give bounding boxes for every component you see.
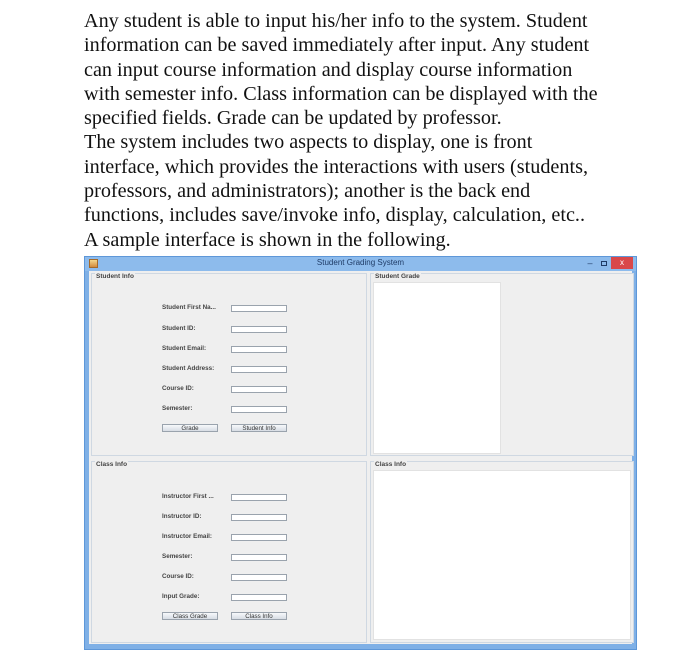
description-line: functions, includes save/invoke info, display, calculation, etc.. <box>84 204 586 227</box>
description-line: The system includes two aspects to display, one is front <box>84 131 533 154</box>
instructor-first-name-label: Instructor First ... <box>162 493 214 500</box>
instructor-first-name-row <box>92 492 368 502</box>
app-window <box>84 256 637 650</box>
class-info-title: Class Info <box>96 461 128 468</box>
student-email-row <box>92 344 368 354</box>
minimize-button[interactable]: – <box>587 258 593 268</box>
input-grade-label: Input Grade: <box>162 593 200 600</box>
student-grade-display[interactable] <box>373 282 501 454</box>
description-line: A sample interface is shown in the following. <box>84 228 451 251</box>
instructor-email-label: Instructor Email: <box>162 533 213 540</box>
student-email-label: Student Email: <box>162 345 207 352</box>
student-id-input[interactable] <box>231 326 287 333</box>
class-semester-input[interactable] <box>231 554 287 561</box>
student-address-input[interactable] <box>231 366 287 373</box>
description-line: interface, which provides the interactions with users (students, <box>84 155 588 178</box>
student-id-row <box>92 324 368 334</box>
semester-label: Semester: <box>162 405 193 412</box>
class-info-display[interactable] <box>373 470 631 640</box>
instructor-id-input[interactable] <box>231 514 287 521</box>
student-address-row <box>92 364 368 374</box>
input-grade-row <box>92 592 368 602</box>
class-info-button[interactable]: Class Info <box>231 612 287 620</box>
grade-button[interactable]: Grade <box>162 424 218 432</box>
student-first-name-input[interactable] <box>231 305 287 312</box>
class-semester-row <box>92 552 368 562</box>
course-id-input[interactable] <box>231 386 287 393</box>
semester-input[interactable] <box>231 406 287 413</box>
course-id-row <box>92 384 368 394</box>
close-button[interactable]: x <box>611 257 633 269</box>
window-content <box>89 271 632 644</box>
description-line: can input course information and display course information <box>84 58 573 81</box>
student-id-label: Student ID: <box>162 325 196 332</box>
assignment-description <box>84 9 644 252</box>
description-line: Any student is able to input his/her info to the system. Student <box>84 10 588 32</box>
student-info-button[interactable]: Student Info <box>231 424 287 432</box>
student-grade-title: Student Grade <box>375 273 420 280</box>
student-grade-panel <box>370 273 634 456</box>
description-line: professors, and administrators); another is the back end <box>84 180 531 203</box>
description-line: with semester info. Class information can be displayed with the <box>84 82 598 105</box>
class-semester-label: Semester: <box>162 553 193 560</box>
student-address-label: Student Address: <box>162 365 215 372</box>
instructor-id-label: Instructor ID: <box>162 513 202 520</box>
input-grade-input[interactable] <box>231 594 287 601</box>
instructor-first-name-input[interactable] <box>231 494 287 501</box>
description-line: information can be saved immediately after input. Any student <box>84 34 590 57</box>
class-course-id-label: Course ID: <box>162 573 194 580</box>
student-first-name-row <box>92 303 368 313</box>
class-grade-button[interactable]: Class Grade <box>162 612 218 620</box>
title-bar[interactable] <box>85 257 636 271</box>
instructor-email-input[interactable] <box>231 534 287 541</box>
window-title: Student Grading System <box>316 258 405 267</box>
instructor-id-row <box>92 512 368 522</box>
class-course-id-input[interactable] <box>231 574 287 581</box>
student-info-title: Student Info <box>96 273 134 280</box>
course-id-label: Course ID: <box>162 385 194 392</box>
description-line: specified fields. Grade can be updated by professor. <box>84 107 502 130</box>
instructor-email-row <box>92 532 368 542</box>
class-info-display-title: Class Info <box>375 461 407 468</box>
semester-row <box>92 404 368 414</box>
student-first-name-label: Student First Na... <box>162 304 216 311</box>
maximize-icon <box>601 261 607 266</box>
student-email-input[interactable] <box>231 346 287 353</box>
class-info-display-panel <box>370 461 634 643</box>
maximize-button[interactable] <box>598 257 610 269</box>
class-course-id-row <box>92 572 368 582</box>
class-info-panel <box>91 461 367 643</box>
student-info-panel <box>91 273 367 456</box>
